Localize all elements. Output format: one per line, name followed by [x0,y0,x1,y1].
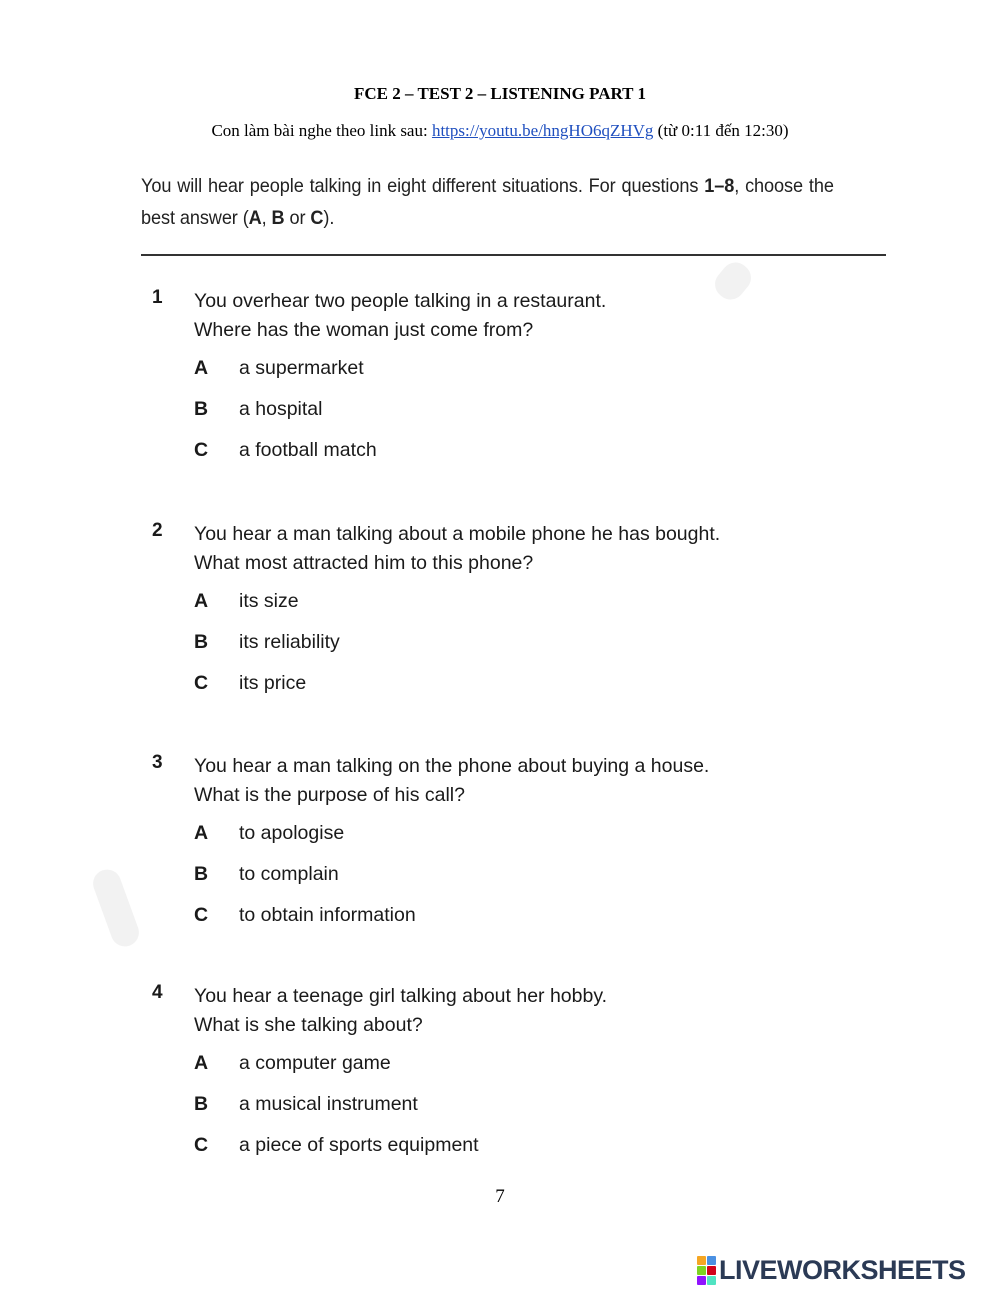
option-text: a supermarket [239,357,364,379]
question-number: 2 [152,520,163,541]
option-text: a football match [239,439,377,461]
option-text: its price [239,672,307,694]
question-line-1: You hear a man talking on the phone about buying a house. [194,755,710,777]
question-line-2: What most attracted him to this phone? [194,552,534,574]
question-number: 3 [152,752,163,773]
option-letter: A [194,822,209,844]
question-stem [194,752,709,810]
intro-sep-2: or [284,207,311,229]
intro-text-2: , choose the best answer ( [141,175,834,229]
option-letter: A [194,357,209,379]
intro-letter-b: B [271,207,285,229]
option-text: a musical instrument [239,1093,418,1115]
option-letter: B [194,631,209,653]
question-number: 4 [152,982,163,1003]
question-number: 1 [152,287,163,308]
listening-instruction [0,121,1000,141]
option-letter: C [194,1134,209,1156]
option-text: a piece of sports equipment [239,1134,479,1156]
task-instructions [141,170,834,234]
option-letter: C [194,439,209,461]
watermark-mark-top [709,257,756,305]
watermark-mark-left [89,866,143,951]
option-letter: B [194,863,209,885]
option-text: a hospital [239,398,323,420]
intro-text: You will hear people talking in eight different situations. For questions [141,175,699,197]
intro-range: 1–8 [704,175,735,197]
option-letter: A [194,590,209,612]
option-letter: C [194,904,209,926]
logo-text: LIVEWORKSHEETS [719,1254,966,1285]
question-stem [194,982,607,1040]
question-line-2: What is she talking about? [194,1014,423,1036]
question-line-2: What is the purpose of his call? [194,784,465,806]
option-text: to obtain information [239,904,416,926]
question-line-1: You overhear two people talking in a restaurant. [194,290,607,312]
option-letter: B [194,1093,209,1115]
logo-tile [697,1256,706,1265]
option-text: a computer game [239,1052,391,1074]
option-text: its size [239,590,299,612]
instruction-prefix: Con làm bài nghe theo link sau: [211,121,428,140]
option-text: its reliability [239,631,340,653]
question-stem [194,287,606,345]
logo-tile [707,1256,716,1265]
youtube-link[interactable]: https://youtu.be/hngHO6qZHVg [431,121,654,140]
intro-sep-1: , [261,207,272,229]
instruction-suffix: (từ 0:11 đến 12:30) [657,121,789,140]
option-letter: C [194,672,209,694]
page-title: FCE 2 – TEST 2 – LISTENING PART 1 [354,84,646,103]
option-letter: B [194,398,209,420]
question-stem [194,520,720,578]
question-line-1: You hear a man talking about a mobile phone he has bought. [194,523,721,545]
question-line-2: Where has the woman just come from? [194,319,534,341]
question-line-1: You hear a teenage girl talking about her hobby. [194,985,608,1007]
logo-tile [697,1266,706,1275]
intro-letter-c: C [310,207,324,229]
page-number: 7 [495,1186,505,1207]
option-letter: A [194,1052,209,1074]
intro-letter-a: A [248,207,262,229]
liveworksheets-logo[interactable] [697,1255,966,1285]
logo-tile [697,1276,706,1285]
liveworksheets-logo-icon [697,1256,716,1285]
logo-tile [707,1276,716,1285]
divider [141,254,886,256]
option-text: to complain [239,863,339,885]
option-text: to apologise [239,822,345,844]
logo-tile [707,1266,716,1275]
intro-end: ). [323,207,335,229]
